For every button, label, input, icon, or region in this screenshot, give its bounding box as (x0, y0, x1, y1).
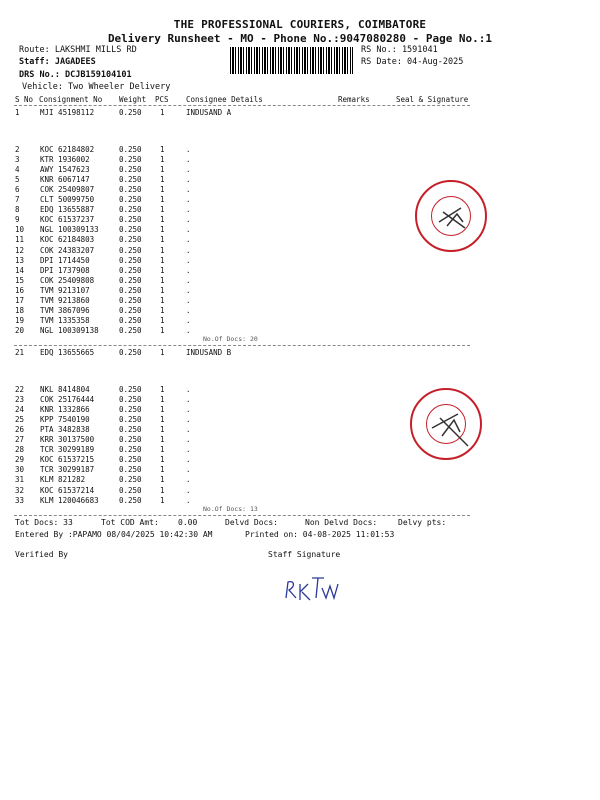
consignee-details: . (186, 445, 191, 455)
consignment-no: DPI 1737908 (40, 265, 90, 275)
pcs: 1 (160, 145, 165, 154)
barcode (230, 47, 353, 74)
weight: 0.250 (119, 215, 142, 225)
weight: 0.250 (119, 225, 142, 235)
header-divider (14, 105, 470, 106)
consignee-details: INDUSAND B (186, 348, 232, 357)
pcs: 1 (160, 215, 165, 225)
serial-no: 18 (15, 305, 25, 315)
pcs: 1 (160, 475, 165, 485)
pcs: 1 (160, 485, 165, 495)
serial-no: 6 (15, 185, 20, 195)
weight: 0.250 (119, 385, 142, 394)
consignment-no: KTR 1936002 (40, 155, 90, 165)
pcs: 1 (160, 405, 165, 415)
weight: 0.250 (119, 275, 142, 285)
serial-no: 28 (15, 445, 25, 455)
weight: 0.250 (119, 265, 142, 275)
serial-no: 22 (15, 385, 25, 394)
consignee-details: . (186, 385, 191, 394)
consignment-no: KNR 6067147 (40, 175, 90, 185)
consignment-no: TCR 30299189 (40, 445, 95, 455)
serial-no: 19 (15, 315, 25, 325)
consignee-details: . (186, 435, 191, 445)
consignment-no: KLM 821282 (40, 475, 86, 485)
serial-no: 21 (15, 348, 25, 357)
consignee-details: . (186, 455, 191, 465)
weight: 0.250 (119, 305, 142, 315)
consignment-no: KRR 30137500 (40, 435, 95, 445)
serial-no: 29 (15, 455, 25, 465)
serial-no: 11 (15, 235, 25, 245)
rs-date: RS Date: 04-Aug-2025 (361, 57, 464, 67)
staff-signature-label: Staff Signature (268, 550, 341, 559)
pcs: 1 (160, 395, 165, 405)
serial-no: 15 (15, 275, 25, 285)
weight: 0.250 (119, 195, 142, 205)
serial-no: 20 (15, 325, 25, 335)
serial-no: 31 (15, 475, 25, 485)
consignment-no: NKL 8414804 (40, 385, 90, 394)
pcs: 1 (160, 155, 165, 165)
serial-no: 1 (15, 108, 20, 117)
consignment-no: TVM 3867096 (40, 305, 90, 315)
col-pcs: PCS (155, 95, 169, 104)
consignment-no: COK 25176444 (40, 395, 95, 405)
printed-on: Printed on: 04-08-2025 11:01:53 (245, 530, 395, 539)
serial-no: 30 (15, 465, 25, 475)
weight: 0.250 (119, 145, 142, 154)
consignment-no: TVM 9213107 (40, 285, 90, 295)
col-consignment: Consignment No (39, 95, 103, 104)
consignment-no: KOC 61537215 (40, 455, 95, 465)
pcs: 1 (160, 425, 165, 435)
weight: 0.250 (119, 165, 142, 175)
pcs: 1 (160, 495, 165, 505)
consignee-details: . (186, 475, 191, 485)
pcs: 1 (160, 185, 165, 195)
weight: 0.250 (119, 315, 142, 325)
consignee-details: . (186, 315, 191, 325)
consignment-no: TCR 30299187 (40, 465, 95, 475)
staff: Staff: JAGADEES (19, 57, 96, 67)
weight: 0.250 (119, 235, 142, 245)
consignee-details: . (186, 255, 191, 265)
consignee-details: . (186, 285, 191, 295)
consignee-details: . (186, 145, 191, 154)
pcs: 1 (160, 195, 165, 205)
serial-no: 5 (15, 175, 20, 185)
total-cod-value: 0.00 (178, 518, 198, 527)
consignee-details: . (186, 395, 191, 405)
weight: 0.250 (119, 245, 142, 255)
pcs: 1 (160, 235, 165, 245)
consignment-no: DPI 1714450 (40, 255, 90, 265)
pcs: 1 (160, 348, 165, 357)
consignee-details: . (186, 325, 191, 335)
pcs: 1 (160, 108, 165, 117)
consignment-no: KOC 62184802 (40, 145, 95, 154)
consignment-no: PTA 3482838 (40, 425, 90, 435)
col-sno: S No (15, 95, 34, 104)
serial-no: 4 (15, 165, 20, 175)
weight: 0.250 (119, 495, 142, 505)
pcs: 1 (160, 315, 165, 325)
consignment-no: COK 24383207 (40, 245, 95, 255)
pcs: 1 (160, 165, 165, 175)
weight: 0.250 (119, 285, 142, 295)
col-seal-signature: Seal & Signature (396, 95, 469, 104)
weight: 0.250 (119, 435, 142, 445)
consignment-no: KOC 61537214 (40, 485, 95, 495)
weight: 0.250 (119, 485, 142, 495)
weight: 0.250 (119, 325, 142, 335)
consignee-details: . (186, 215, 191, 225)
weight: 0.250 (119, 255, 142, 265)
consignment-no: TVM 1335358 (40, 315, 90, 325)
col-weight: Weight (119, 95, 147, 104)
consignee-details: . (186, 495, 191, 505)
weight: 0.250 (119, 455, 142, 465)
weight: 0.250 (119, 415, 142, 425)
consignment-no: NGL 100309138 (40, 325, 99, 335)
serial-no: 9 (15, 215, 20, 225)
consignee-details: . (186, 405, 191, 415)
consignment-no: NGL 100309133 (40, 225, 99, 235)
group-divider (14, 345, 470, 346)
pcs: 1 (160, 295, 165, 305)
weight: 0.250 (119, 405, 142, 415)
pcs: 1 (160, 175, 165, 185)
non-delivered-docs: Non Delvd Docs: (305, 518, 378, 527)
pcs: 1 (160, 275, 165, 285)
consignee-details: INDUSAND A (186, 108, 232, 117)
pcs: 1 (160, 305, 165, 315)
serial-no: 13 (15, 255, 25, 265)
serial-no: 23 (15, 395, 25, 405)
weight: 0.250 (119, 295, 142, 305)
pcs: 1 (160, 265, 165, 275)
consignee-details: . (186, 425, 191, 435)
weight: 0.250 (119, 445, 142, 455)
consignment-no: COK 25409807 (40, 185, 95, 195)
consignee-details: . (186, 165, 191, 175)
serial-no: 2 (15, 145, 20, 154)
consignee-details: . (186, 275, 191, 285)
consignment-no: KOC 62184803 (40, 235, 95, 245)
weight: 0.250 (119, 395, 142, 405)
verified-by: Verified By (15, 550, 68, 559)
consignment-no: CLT 50099750 (40, 195, 95, 205)
delivery-points: Delvy pts: (398, 518, 447, 527)
serial-no: 32 (15, 485, 25, 495)
staff-handwritten-signature (280, 570, 350, 605)
table-end-divider (14, 515, 470, 516)
serial-no: 17 (15, 295, 25, 305)
consignee-details: . (186, 185, 191, 195)
consignee-details: . (186, 295, 191, 305)
serial-no: 10 (15, 225, 25, 235)
weight: 0.250 (119, 155, 142, 165)
consignee-details: . (186, 245, 191, 255)
consignment-no: EDQ 13655887 (40, 205, 95, 215)
weight: 0.250 (119, 348, 142, 357)
col-remarks: Remarks (338, 95, 370, 104)
serial-no: 26 (15, 425, 25, 435)
col-consignee: Consignee Details (186, 95, 263, 104)
consignment-no: COK 25409808 (40, 275, 95, 285)
serial-no: 24 (15, 405, 25, 415)
total-docs: Tot Docs: 33 (15, 518, 73, 527)
serial-no: 12 (15, 245, 25, 255)
pcs: 1 (160, 455, 165, 465)
consignment-no: KNR 1332866 (40, 405, 90, 415)
vehicle: Vehicle: Two Wheeler Delivery (22, 82, 171, 92)
weight: 0.250 (119, 185, 142, 195)
pcs: 1 (160, 255, 165, 265)
pcs: 1 (160, 325, 165, 335)
company-title: THE PROFESSIONAL COURIERS, COIMBATORE (173, 18, 427, 31)
group1-docs-count: No.Of Docs: 20 (203, 335, 258, 343)
drs-number: DRS No.: DCJB159104101 (19, 70, 132, 80)
consignee-details: . (186, 205, 191, 215)
weight: 0.250 (119, 475, 142, 485)
weight: 0.250 (119, 425, 142, 435)
weight: 0.250 (119, 205, 142, 215)
total-cod-label: Tot COD Amt: (101, 518, 159, 527)
bank-seal-stamp (415, 180, 487, 252)
consignment-no: KOC 61537237 (40, 215, 95, 225)
consignee-details: . (186, 265, 191, 275)
serial-no: 25 (15, 415, 25, 425)
entered-by: Entered By :PAPAMO 08/04/2025 10:42:30 AM (15, 530, 213, 539)
consignment-no: KLM 120046683 (40, 495, 99, 505)
bank-seal-stamp-2 (410, 388, 482, 460)
consignment-no: TVM 9213860 (40, 295, 90, 305)
consignee-details: . (186, 305, 191, 315)
pcs: 1 (160, 445, 165, 455)
consignee-details: . (186, 225, 191, 235)
delivered-docs: Delvd Docs: (225, 518, 278, 527)
consignee-details: . (186, 175, 191, 185)
pcs: 1 (160, 205, 165, 215)
consignee-details: . (186, 235, 191, 245)
consignment-no: KPP 7540190 (40, 415, 90, 425)
pcs: 1 (160, 225, 165, 235)
pcs: 1 (160, 285, 165, 295)
runsheet-subtitle: Delivery Runsheet - MO - Phone No.:9047080280 - Page No.:1 (107, 32, 493, 45)
consignee-details: . (186, 465, 191, 475)
weight: 0.250 (119, 465, 142, 475)
serial-no: 7 (15, 195, 20, 205)
pcs: 1 (160, 245, 165, 255)
route: Route: LAKSHMI MILLS RD (19, 45, 137, 55)
pcs: 1 (160, 415, 165, 425)
weight: 0.250 (119, 175, 142, 185)
serial-no: 3 (15, 155, 20, 165)
serial-no: 8 (15, 205, 20, 215)
group2-docs-count: No.Of Docs: 13 (203, 505, 258, 513)
consignee-details: . (186, 485, 191, 495)
consignee-details: . (186, 415, 191, 425)
serial-no: 16 (15, 285, 25, 295)
weight: 0.250 (119, 108, 142, 117)
consignment-no: MJI 45198112 (40, 108, 95, 117)
pcs: 1 (160, 385, 165, 394)
serial-no: 14 (15, 265, 25, 275)
serial-no: 27 (15, 435, 25, 445)
consignment-no: EDQ 13655665 (40, 348, 95, 357)
rs-number: RS No.: 1591041 (361, 45, 438, 55)
serial-no: 33 (15, 495, 25, 505)
consignee-details: . (186, 155, 191, 165)
pcs: 1 (160, 465, 165, 475)
consignment-no: AWY 1547623 (40, 165, 90, 175)
consignee-details: . (186, 195, 191, 205)
pcs: 1 (160, 435, 165, 445)
